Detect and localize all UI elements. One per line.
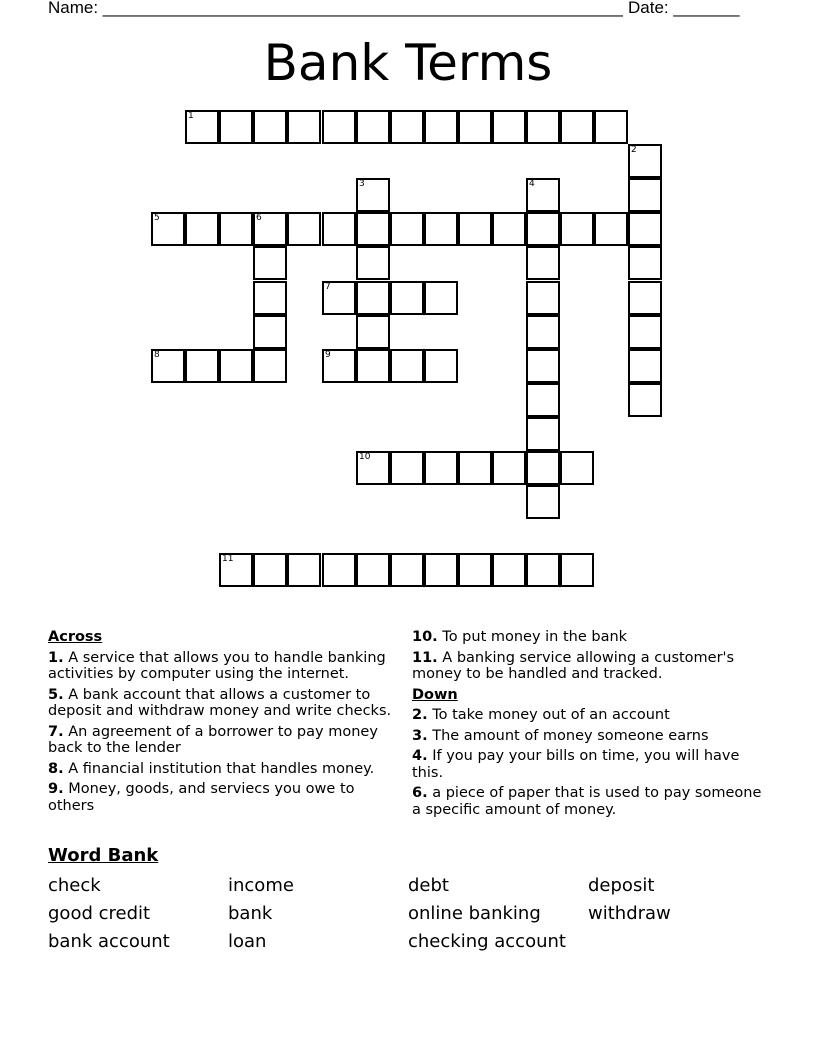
word-bank-item: good credit: [48, 903, 151, 924]
word-bank-item: check: [48, 875, 101, 896]
crossword-cell[interactable]: [322, 212, 356, 246]
crossword-cell[interactable]: [458, 553, 492, 587]
crossword-cell[interactable]: [253, 281, 287, 315]
crossword-cell[interactable]: [356, 281, 390, 315]
crossword-cell[interactable]: [526, 383, 560, 417]
crossword-cell[interactable]: [253, 212, 287, 246]
crossword-cell[interactable]: [526, 349, 560, 383]
word-bank-item: income: [228, 875, 294, 896]
crossword-cell[interactable]: [322, 349, 356, 383]
cell-number: 10: [359, 452, 371, 462]
clue-across-1: 1. A service that allows you to handle banking activities by computer using the internet.: [48, 649, 386, 682]
crossword-cell[interactable]: [424, 281, 458, 315]
crossword-cell[interactable]: [390, 553, 424, 587]
crossword-cell[interactable]: [458, 451, 492, 485]
crossword-cell[interactable]: [287, 212, 321, 246]
crossword-cell[interactable]: [356, 246, 390, 280]
crossword-cell[interactable]: [390, 349, 424, 383]
crossword-cell[interactable]: [458, 212, 492, 246]
crossword-cell[interactable]: [219, 110, 253, 144]
crossword-cell[interactable]: [151, 212, 185, 246]
crossword-cell[interactable]: [253, 315, 287, 349]
crossword-cell[interactable]: [526, 281, 560, 315]
crossword-cell[interactable]: [356, 178, 390, 212]
crossword-cell[interactable]: [287, 553, 321, 587]
word-bank-item: loan: [228, 931, 267, 952]
across-heading: Across: [48, 629, 103, 645]
crossword-cell[interactable]: [356, 315, 390, 349]
crossword-cell[interactable]: [322, 553, 356, 587]
crossword-cell[interactable]: [526, 451, 560, 485]
cell-number: 8: [154, 350, 160, 360]
crossword-cell[interactable]: [390, 212, 424, 246]
crossword-cell[interactable]: [628, 178, 662, 212]
crossword-cell[interactable]: [628, 315, 662, 349]
crossword-cell[interactable]: [628, 281, 662, 315]
crossword-cell[interactable]: [628, 349, 662, 383]
cell-number: 6: [256, 213, 262, 223]
crossword-cell[interactable]: [526, 110, 560, 144]
crossword-cell[interactable]: [356, 212, 390, 246]
crossword-cell[interactable]: [322, 110, 356, 144]
down-heading: Down: [412, 686, 458, 703]
crossword-cell[interactable]: [526, 178, 560, 212]
crossword-cell[interactable]: [560, 451, 594, 485]
crossword-cell[interactable]: [185, 110, 219, 144]
cell-number: 5: [154, 213, 160, 223]
clue-across-5: 5. A bank account that allows a customer to deposit and withdraw money and write checks.: [48, 686, 392, 719]
crossword-cell[interactable]: [219, 349, 253, 383]
crossword-cell[interactable]: [526, 485, 560, 519]
crossword-cell[interactable]: [253, 349, 287, 383]
cell-number: 9: [325, 350, 331, 360]
cell-number: 2: [631, 145, 637, 155]
name-field-label: Name: _______________________________________________________: [48, 0, 623, 17]
crossword-cell[interactable]: [356, 110, 390, 144]
crossword-cell[interactable]: [424, 349, 458, 383]
crossword-cell[interactable]: [356, 349, 390, 383]
crossword-cell[interactable]: [390, 281, 424, 315]
crossword-cell[interactable]: [628, 383, 662, 417]
cell-number: 7: [325, 282, 331, 292]
crossword-cell[interactable]: [253, 246, 287, 280]
crossword-cell[interactable]: [526, 315, 560, 349]
clue-across-8: 8. A financial institution that handles money.: [48, 760, 375, 777]
crossword-cell[interactable]: [185, 349, 219, 383]
clue-across-11: 11. A banking service allowing a customer's money to be handled and tracked.: [412, 649, 735, 682]
word-bank-item: bank account: [48, 931, 170, 952]
word-bank-item: debt: [408, 875, 449, 896]
crossword-cell[interactable]: [560, 110, 594, 144]
clue-across-10: 10. To put money in the bank: [412, 629, 628, 645]
clue-across-7: 7. An agreement of a borrower to pay money back to the lender: [48, 723, 378, 756]
page-title: Bank Terms: [263, 34, 553, 92]
crossword-cell[interactable]: [390, 451, 424, 485]
clue-down-4: 4. If you pay your bills on time, you will have this.: [412, 748, 740, 781]
cell-number: 1: [188, 111, 194, 121]
clue-down-3: 3. The amount of money someone earns: [412, 727, 709, 744]
crossword-cell[interactable]: [526, 553, 560, 587]
crossword-cell[interactable]: [492, 110, 526, 144]
crossword-cell[interactable]: [560, 553, 594, 587]
clue-across-9: 9. Money, goods, and serviecs you owe to others: [48, 781, 355, 814]
date-field-label: Date: _______: [628, 0, 740, 17]
crossword-cell[interactable]: [253, 110, 287, 144]
crossword-cell[interactable]: [185, 212, 219, 246]
clue-down-2: 2. To take money out of an account: [412, 707, 670, 723]
crossword-cell[interactable]: [492, 212, 526, 246]
cell-number: 11: [222, 554, 234, 564]
crossword-cell[interactable]: [287, 110, 321, 144]
crossword-cell[interactable]: [424, 451, 458, 485]
crossword-cell[interactable]: [560, 212, 594, 246]
crossword-cell[interactable]: [219, 553, 253, 587]
clues-right-column: [412, 629, 762, 822]
crossword-cell[interactable]: [492, 553, 526, 587]
crossword-cell[interactable]: [322, 281, 356, 315]
crossword-cell[interactable]: [492, 451, 526, 485]
crossword-cell[interactable]: [424, 212, 458, 246]
crossword-cell[interactable]: [253, 553, 287, 587]
crossword-cell[interactable]: [594, 212, 628, 246]
word-bank-item: online banking: [408, 903, 541, 924]
crossword-cell[interactable]: [424, 553, 458, 587]
crossword-cell[interactable]: [390, 110, 424, 144]
crossword-cell[interactable]: [458, 110, 492, 144]
crossword-cell[interactable]: [151, 349, 185, 383]
clue-down-6: 6. a piece of paper that is used to pay someone a specific amount of money.: [412, 785, 762, 818]
word-bank-item: checking account: [408, 931, 566, 952]
cell-number: 4: [529, 179, 535, 189]
word-bank-item: deposit: [588, 875, 655, 896]
crossword-cell[interactable]: [526, 246, 560, 280]
crossword-cell[interactable]: [628, 144, 662, 178]
crossword-cell[interactable]: [594, 110, 628, 144]
crossword-cell[interactable]: [526, 417, 560, 451]
crossword-cell[interactable]: [424, 110, 458, 144]
word-bank-item: bank: [228, 903, 273, 924]
crossword-cell[interactable]: [356, 451, 390, 485]
clues-left-column: [48, 629, 404, 818]
crossword-cell[interactable]: [628, 246, 662, 280]
word-bank-item: withdraw: [588, 903, 671, 924]
crossword-cell[interactable]: [356, 553, 390, 587]
crossword-cell[interactable]: [219, 212, 253, 246]
cell-number: 3: [359, 179, 365, 189]
crossword-cell[interactable]: [526, 212, 560, 246]
crossword-cell[interactable]: [628, 212, 662, 246]
word-bank-title: Word Bank: [48, 845, 159, 866]
